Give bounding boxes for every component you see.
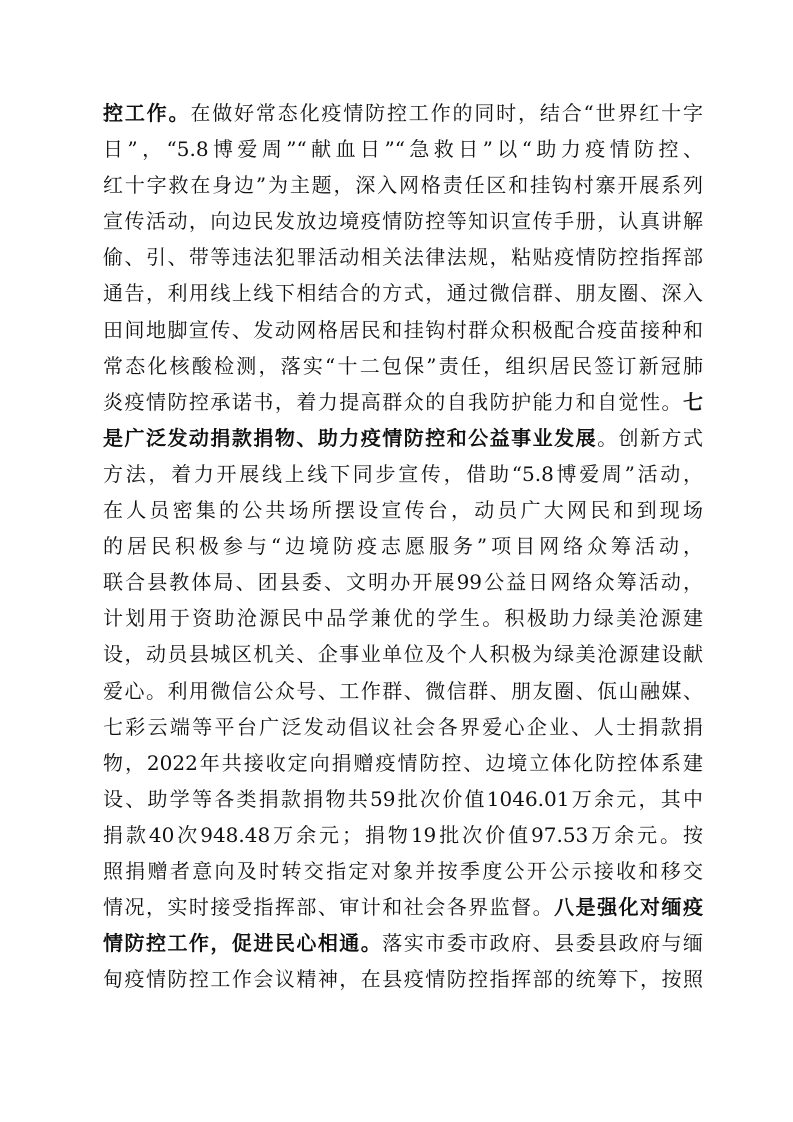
bold-text-run: 是广泛发动捐款捐物、助力疫情防控和公益事业发展 bbox=[103, 425, 598, 450]
text-line bbox=[103, 600, 703, 636]
text-line bbox=[103, 961, 703, 997]
bold-text-run: 情防控工作，促进民心相通。 bbox=[103, 931, 383, 956]
text-line bbox=[103, 564, 703, 600]
text-run: 照捐赠者意向及时转交指定对象并按季度公开公示接收和移交 bbox=[103, 858, 703, 883]
text-run: 爱心。利用微信公众号、工作群、微信群、朋友圈、佤山融媒、 bbox=[103, 678, 703, 703]
text-run: 宣传活动，向边民发放边境疫情防控等知识宣传手册，认真讲解 bbox=[103, 209, 703, 234]
text-run: 偷、引、带等违法犯罪活动相关法律法规，粘贴疫情防控指挥部 bbox=[103, 245, 703, 270]
text-line bbox=[103, 203, 703, 239]
text-line bbox=[103, 95, 703, 131]
text-run: 红十字救在身边”为主题，深入网格责任区和挂钩村寨开展系列 bbox=[103, 173, 703, 198]
text-line bbox=[103, 239, 703, 275]
text-run: 设，动员县城区机关、企事业单位及个人积极为绿美沧源建设献 bbox=[103, 642, 703, 667]
text-run: 的居民积极参与“边境防疫志愿服务”项目网络众筹活动， bbox=[103, 534, 703, 559]
text-run: 设、助学等各类捐款捐物共59批次价值1046.01万余元，其中 bbox=[103, 786, 703, 811]
text-line bbox=[103, 745, 703, 781]
text-run: 落实市委市政府、县委县政府与缅 bbox=[382, 931, 704, 956]
text-line bbox=[103, 348, 703, 384]
bold-text-run: 八是强化对缅疫 bbox=[554, 895, 704, 920]
text-line bbox=[103, 312, 703, 348]
text-run: 通告，利用线上线下相结合的方式，通过微信群、朋友圈、深入 bbox=[103, 281, 703, 306]
text-line bbox=[103, 528, 703, 564]
text-line bbox=[103, 817, 703, 853]
text-run: 物，2022年共接收定向捐赠疫情防控、边境立体化防控体系建 bbox=[103, 750, 703, 775]
text-run: 田间地脚宣传、发动网格居民和挂钩村群众积极配合疫苗接种和 bbox=[103, 317, 703, 342]
text-run: 日”，“5.8博爱周”“献血日”“急救日”以“助力疫情防控、 bbox=[103, 137, 703, 162]
text-run: 。创新方式 bbox=[597, 425, 704, 450]
bold-text-run: 七 bbox=[683, 389, 703, 414]
text-run: 捐款40次948.48万余元；捐物19批次价值97.53万余元。按 bbox=[103, 822, 703, 847]
text-line bbox=[103, 853, 703, 889]
text-run: 炎疫情防控承诺书，着力提高群众的自我防护能力和自觉性。 bbox=[103, 389, 683, 414]
text-line bbox=[103, 167, 703, 203]
text-line bbox=[103, 492, 703, 528]
text-run: 联合县教体局、团县委、文明办开展99公益日网络众筹活动， bbox=[103, 570, 703, 595]
text-run: 计划用于资助沧源民中品学兼优的学生。积极助力绿美沧源建 bbox=[103, 606, 703, 631]
text-line bbox=[103, 384, 703, 420]
body-text bbox=[103, 95, 703, 997]
text-run: 甸疫情防控工作会议精神，在县疫情防控指挥部的统筹下，按照 bbox=[103, 967, 703, 992]
text-run: 在做好常态化疫情防控工作的同时，结合“世界红十字 bbox=[190, 101, 703, 125]
text-run: 方法，着力开展线上线下同步宣传，借助“5.8博爱周”活动， bbox=[103, 461, 703, 486]
text-line bbox=[103, 420, 703, 456]
text-line bbox=[103, 925, 703, 961]
text-line bbox=[103, 709, 703, 745]
text-line bbox=[103, 636, 703, 672]
text-run: 在人员密集的公共场所摆设宣传台，动员广大网民和到现场 bbox=[103, 498, 703, 523]
text-line bbox=[103, 275, 703, 311]
text-line bbox=[103, 131, 703, 167]
text-line bbox=[103, 673, 703, 709]
text-line bbox=[103, 456, 703, 492]
text-run: 七彩云端等平台广泛发动倡议社会各界爱心企业、人士捐款捐 bbox=[103, 714, 703, 739]
text-run: 常态化核酸检测，落实“十二包保”责任，组织居民签订新冠肺 bbox=[103, 353, 703, 378]
text-run: 情况，实时接受指挥部、审计和社会各界监督。 bbox=[103, 895, 555, 920]
bold-text-run: 控工作。 bbox=[103, 101, 191, 125]
text-line bbox=[103, 889, 703, 925]
text-line bbox=[103, 781, 703, 817]
